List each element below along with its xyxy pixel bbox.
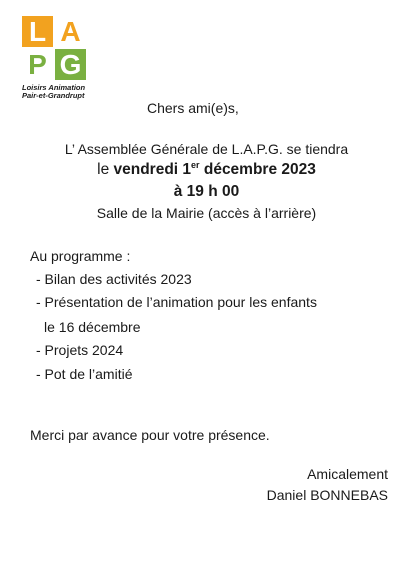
program-item-continuation: le 16 décembre xyxy=(44,319,141,335)
greeting: Chers ami(e)s, xyxy=(147,100,239,116)
announcement-date xyxy=(0,161,413,179)
logo-letter-l: L xyxy=(22,16,53,47)
logo-tagline-2: Pair-et-Grandrupt xyxy=(22,91,85,100)
logo-letter-g: G xyxy=(55,49,86,80)
date-prefix: le xyxy=(97,161,114,178)
date-month-year: décembre 2023 xyxy=(199,161,316,178)
logo-tagline-1: Loisirs Animation xyxy=(22,83,86,92)
logo-letter-p: P xyxy=(22,49,53,80)
program-heading: Au programme : xyxy=(30,248,131,264)
signatory-name: Daniel BONNEBAS xyxy=(266,487,388,503)
program-item: - Projets 2024 xyxy=(36,342,124,358)
lapg-logo xyxy=(22,16,90,106)
logo-letter-a: A xyxy=(55,16,86,47)
announcement-location: Salle de la Mairie (accès à l’arrière) xyxy=(96,205,317,221)
program-item: - Présentation de l’animation pour les enfants xyxy=(36,294,317,310)
program-item: - Bilan des activités 2023 xyxy=(36,271,192,287)
program-item: - Pot de l’amitié xyxy=(36,366,133,382)
closing: Amicalement xyxy=(307,466,388,482)
thanks-line: Merci par avance pour votre présence. xyxy=(30,427,270,443)
announcement-line: L’ Assemblée Générale de L.A.P.G. se tiendra xyxy=(64,141,349,157)
date-ordinal: er xyxy=(191,159,200,170)
date-day: vendredi 1 xyxy=(113,161,192,178)
announcement-time: à 19 h 00 xyxy=(173,183,240,200)
